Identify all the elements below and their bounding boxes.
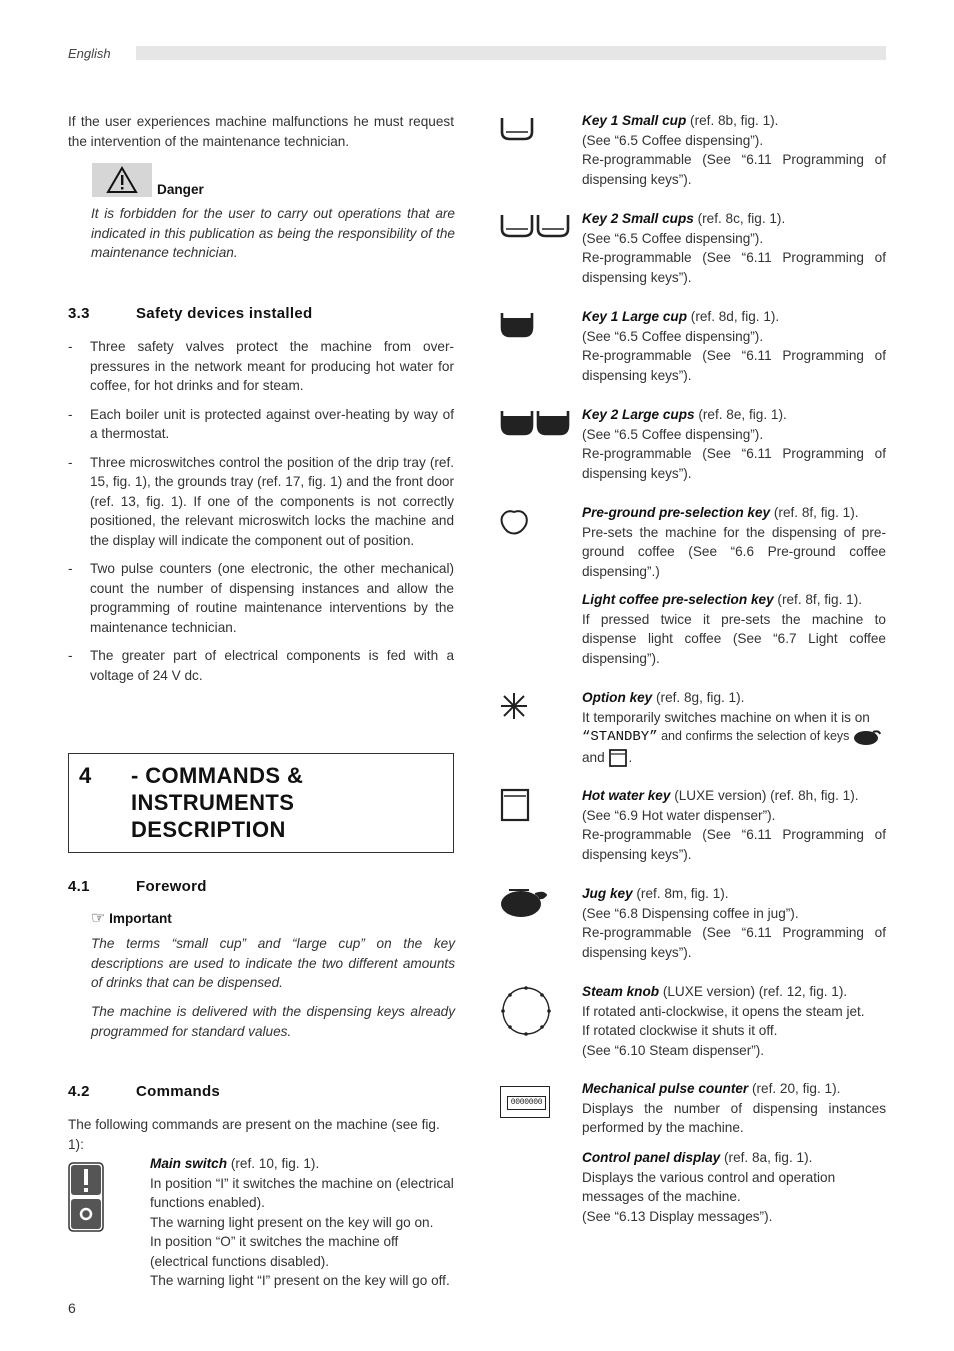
control-panel-display-desc: Control panel display (ref. 8a, fig. 1). Displays the various control and operation messages of the machine. (See “6.13 Display messages”).: [582, 1150, 836, 1224]
important-label: Important: [109, 911, 172, 926]
steam-knob-desc: Steam knob (LUXE version) (ref. 12, fig. 1). If rotated anti-clockwise, it opens the steam jet. If rotated clockwise it shuts it off. (See “6.10 Steam dispenser”).: [582, 984, 865, 1058]
foreword-para-1: The terms “small cup” and “large cup” on the key descriptions are used to indicate the two different amounts of drinks that can be dispensed.: [91, 936, 455, 990]
jug-key-desc: Jug key (ref. 8m, fig. 1). (See “6.8 Dispensing coffee in jug”). Re-programmable (See “6.11 Programming of dispensing keys”).: [582, 886, 886, 960]
light-coffee-key-desc: Light coffee pre-selection key (ref. 8f, fig. 1). If pressed twice it pre-sets the machine to dispense light coffee (See “6.7 Light coffee dispensing”).: [582, 592, 886, 666]
list-item: - Three safety valves protect the machine from over-pressures in the network meant for producing hot water for coffee, for hot drinks and for steam.: [68, 339, 454, 393]
section-4-2-heading: 4.2 Commands: [68, 1083, 221, 1100]
danger-text: It is forbidden for the user to carry out operations that are indicated in this publication as being the responsibility of the maintenance technician.: [91, 206, 455, 260]
pulse-counter-icon: [500, 1086, 550, 1118]
large-cup-filled-icon: [853, 728, 881, 746]
key-1-small-cup-desc: Key 1 Small cup (ref. 8b, fig. 1). (See “6.5 Coffee dispensing”). Re-programmable (See “6.11 Programming of dispensing keys”).: [582, 113, 886, 187]
chapter-4-title: 4 - COMMANDS & INSTRUMENTS DESCRIPTION: [79, 763, 304, 842]
section-4-1-heading: 4.1 Foreword: [68, 878, 207, 895]
header-bar: [136, 46, 886, 60]
danger-label: Danger: [157, 182, 204, 197]
main-switch-desc: Main switch (ref. 10, fig. 1). In position “I” it switches the machine on (electrical functions enabled). The warning light present on the key will go on. In position “O” it switches the machine off (electrical functions disabled). The warning light “I” present on the key will go off.: [150, 1156, 454, 1288]
two-large-cups-icon: [500, 409, 572, 437]
jug-icon: [499, 885, 549, 919]
section-number: 3.3: [68, 305, 90, 322]
option-key-desc: Option key (ref. 8g, fig. 1). It temporarily switches machine on when it is on “STANDBY” and confirms the selection of keys and .: [582, 688, 886, 768]
list-item: - Each boiler unit is protected against over-heating by way of a thermostat.: [68, 406, 454, 441]
safety-list: [68, 337, 454, 685]
key-2-small-cups-desc: Key 2 Small cups (ref. 8c, fig. 1). (See “6.5 Coffee dispensing”). Re-programmable (See “6.11 Programming of dispensing keys”).: [582, 211, 886, 285]
large-cup-icon: [500, 311, 534, 339]
danger-banner: [92, 163, 152, 197]
warning-triangle-icon: [92, 163, 152, 197]
chapter-4-box: [68, 753, 454, 853]
bean-outline-icon: [499, 508, 529, 536]
main-switch-icon: [68, 1162, 104, 1232]
list-item: - The greater part of electrical components is fed with a voltage of 24 V dc.: [68, 648, 454, 683]
section-title: Safety devices installed: [136, 305, 313, 322]
two-small-cups-icon: [500, 213, 572, 239]
pulse-counter-desc: Mechanical pulse counter (ref. 20, fig. 1). Displays the number of dispensing instances performed by the machine.: [582, 1081, 886, 1135]
section-3-3-heading: [68, 304, 312, 324]
list-item: - Three microswitches control the position of the drip tray (ref. 15, fig. 1), the grounds tray (ref. 17, fig. 1) and the front door (ref. 13, fig. 1). If one of the components is not correctly positioned, the relevant microswitch locks the machine and the display will indicate the component out of position.: [68, 454, 454, 548]
intro-paragraph: If the user experiences machine malfunctions he must request the intervention of the maintenance technician.: [68, 114, 454, 149]
commands-intro: The following commands are present on the machine (see fig. 1):: [68, 1117, 440, 1152]
hot-water-small-icon: [608, 748, 628, 768]
header-language: English: [68, 46, 111, 61]
foreword-para-2: The machine is delivered with the dispensing keys already programmed for standard values.: [91, 1004, 455, 1039]
asterisk-icon: [500, 692, 528, 720]
counter-digits: 0000000: [507, 1096, 546, 1110]
hot-water-key-desc: Hot water key (LUXE version) (ref. 8h, fig. 1). (See “6.9 Hot water dispenser”). Re-programmable (See “6.11 Programming of dispensing keys”).: [582, 788, 886, 862]
pointing-hand-icon: ☞: [91, 910, 106, 927]
small-cup-icon: [500, 116, 534, 142]
steam-knob-icon: [500, 985, 552, 1037]
key-1-large-cup-desc: Key 1 Large cup (ref. 8d, fig. 1). (See “6.5 Coffee dispensing”). Re-programmable (See “6.11 Programming of dispensing keys”).: [582, 309, 886, 383]
pre-ground-key-desc: Pre-ground pre-selection key (ref. 8f, fig. 1). Pre-sets the machine for the dispensing of pre-ground coffee (See “6.6 Pre-ground coffee dispensing”.): [582, 505, 886, 579]
key-2-large-cups-desc: Key 2 Large cups (ref. 8e, fig. 1). (See “6.5 Coffee dispensing”). Re-programmable (See “6.11 Programming of dispensing keys”).: [582, 407, 886, 481]
list-item: - Two pulse counters (one electronic, the other mechanical) count the number of dispensing instances and allow the programming of routine maintenance interventions by the maintenance technician.: [68, 561, 454, 635]
important-note: [91, 909, 172, 929]
page-number: 6: [68, 1300, 76, 1316]
hot-water-icon: [500, 788, 530, 822]
